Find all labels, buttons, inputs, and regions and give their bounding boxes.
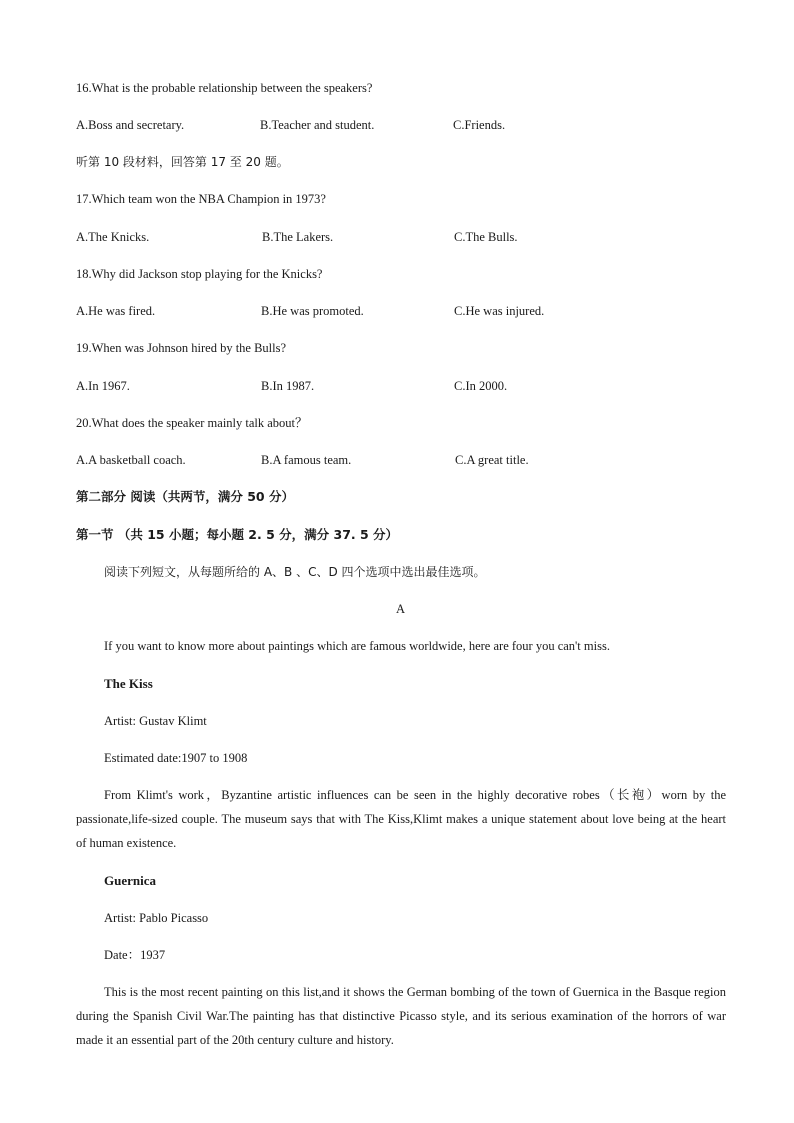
section10-instruction: 听第 10 段材料，回答第 17 至 20 题。 xyxy=(76,155,289,169)
q16-option-b: B.Teacher and student. xyxy=(260,118,375,132)
q18-option-b: B.He was promoted. xyxy=(261,304,364,318)
q16-option-c: C.Friends. xyxy=(453,118,506,132)
q20-option-a: A.A basketball coach. xyxy=(76,453,186,467)
q17-question: 17.Which team won the NBA Champion in 1973? xyxy=(76,192,326,206)
q20-question: 20.What does the speaker mainly talk about？ xyxy=(76,416,308,430)
q19-option-c: C.In 2000. xyxy=(454,379,508,393)
q19-option-b: B.In 1987. xyxy=(261,379,315,393)
q20-option-b: B.A famous team. xyxy=(261,453,352,467)
painting2-description-text: This is the most recent painting on this list,and it shows the German bombing of the town of Guernica in the Basque region during the Spanish Civil War.The painting has that distinctive Picasso style, and its serious examination of the horrors of war made it an essential part of the 20th century culture and history. xyxy=(76,985,726,1047)
q18-option-a: A.He was fired. xyxy=(76,304,156,318)
painting1-title: The Kiss xyxy=(104,676,153,691)
q17-option-b: B.The Lakers. xyxy=(262,230,334,244)
q18-option-c: C.He was injured. xyxy=(454,304,545,318)
painting2-title: Guernica xyxy=(104,873,156,888)
painting1-description-text: From Klimt's work，Byzantine artistic influences can be seen in the highly decorative robes（长袍）worn by the passionate,life-sized couple. The museum says that with The Kiss,Klimt makes a unique statement about love being at the heart of human existence. xyxy=(76,788,726,850)
painting1-artist: Artist: Gustav Klimt xyxy=(104,714,207,728)
q20-option-c: C.A great title. xyxy=(455,453,529,467)
painting1-date: Estimated date:1907 to 1908 xyxy=(104,751,248,765)
passage-intro: If you want to know more about paintings which are famous worldwide, here are four you can't miss. xyxy=(104,639,610,653)
q16-question: 16.What is the probable relationship between the speakers? xyxy=(76,81,373,95)
reading-instruction: 阅读下列短文，从每题所给的 A、B 、C、D 四个选项中选出最佳选项。 xyxy=(104,565,486,579)
q19-question: 19.When was Johnson hired by the Bulls? xyxy=(76,341,287,355)
painting2-artist: Artist: Pablo Picasso xyxy=(104,911,209,925)
q17-option-a: A.The Knicks. xyxy=(76,230,150,244)
q19-option-a: A.In 1967. xyxy=(76,379,130,393)
painting1-description xyxy=(76,783,726,855)
q16-option-a: A.Boss and secretary. xyxy=(76,118,185,132)
q17-option-c: C.The Bulls. xyxy=(454,230,518,244)
painting2-date: Date：1937 xyxy=(104,948,166,962)
passage-label: A xyxy=(396,602,406,616)
part2-heading: 第二部分 阅读（共两节，满分 50 分） xyxy=(76,489,294,504)
section1-heading: 第一节 （共 15 小题；每小题 2. 5 分，满分 37. 5 分） xyxy=(76,527,399,542)
painting2-description xyxy=(76,980,726,1052)
q18-question: 18.Why did Jackson stop playing for the Knicks? xyxy=(76,267,323,281)
